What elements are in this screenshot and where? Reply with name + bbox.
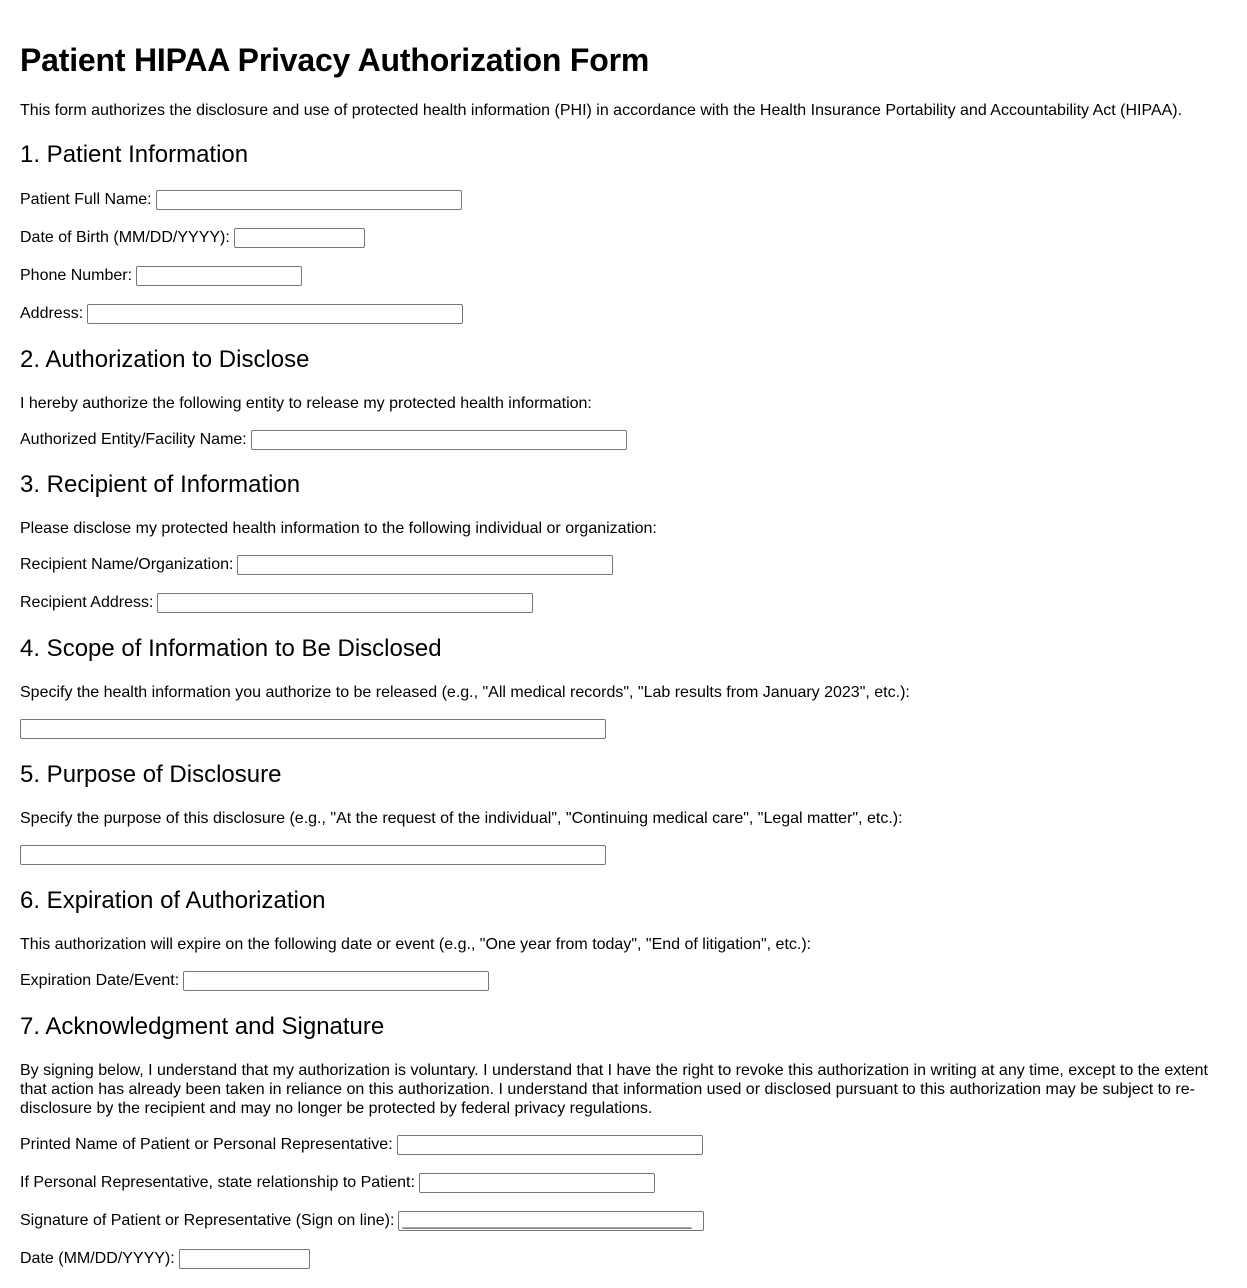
printed-name-row [20, 1133, 703, 1157]
section-heading-patient-info: 1. Patient Information [20, 141, 249, 168]
patient-name-input[interactable] [156, 190, 462, 210]
signature-label: Signature of Patient or Representative (Sign on line): [20, 1212, 395, 1229]
purpose-input[interactable] [20, 845, 606, 865]
recipient-address-label: Recipient Address: [20, 594, 154, 611]
expiration-text: This authorization will expire on the following date or event (e.g., "One year from today", "End of litigation", etc.): [20, 936, 812, 953]
entity-input[interactable] [251, 430, 627, 450]
signature-input[interactable] [398, 1211, 704, 1231]
expiration-input[interactable] [183, 971, 489, 991]
signature-row [20, 1209, 704, 1233]
intro-text: This form authorizes the disclosure and use of protected health information (PHI) in accordance with the Health Insurance Portability and Accountability Act (HIPAA). [20, 102, 1183, 119]
dob-input[interactable] [234, 228, 365, 248]
entity-row [20, 428, 627, 452]
authorization-text: I hereby authorize the following entity to release my protected health information: [20, 395, 592, 412]
phone-label: Phone Number: [20, 267, 133, 284]
printed-name-label: Printed Name of Patient or Personal Representative: [20, 1136, 393, 1153]
scope-input[interactable] [20, 719, 606, 739]
date-row [20, 1247, 310, 1271]
expiration-label: Expiration Date/Event: [20, 972, 180, 989]
dob-row [20, 226, 365, 250]
section-heading-expiration: 6. Expiration of Authorization [20, 887, 326, 914]
patient-name-row [20, 188, 462, 212]
scope-text: Specify the health information you authorize to be released (e.g., "All medical records", "Lab results from January 2023", etc.): [20, 684, 910, 701]
phone-input[interactable] [136, 266, 302, 286]
recipient-name-label: Recipient Name/Organization: [20, 556, 234, 573]
purpose-text: Specify the purpose of this disclosure (e.g., "At the request of the individual", "Continuing medical care", "Legal matter", etc.): [20, 810, 903, 827]
recipient-address-row [20, 591, 533, 615]
recipient-name-input[interactable] [237, 555, 613, 575]
phone-row [20, 264, 302, 288]
relationship-row [20, 1171, 655, 1195]
dob-label: Date of Birth (MM/DD/YYYY): [20, 229, 230, 246]
section-heading-acknowledgment: 7. Acknowledgment and Signature [20, 1013, 385, 1040]
expiration-row [20, 969, 489, 993]
address-row [20, 302, 463, 326]
patient-name-label: Patient Full Name: [20, 191, 152, 208]
section-heading-authorization: 2. Authorization to Disclose [20, 346, 310, 373]
section-heading-recipient: 3. Recipient of Information [20, 471, 301, 498]
date-label: Date (MM/DD/YYYY): [20, 1250, 175, 1267]
recipient-address-input[interactable] [157, 593, 533, 613]
date-input[interactable] [179, 1249, 310, 1269]
relationship-label: If Personal Representative, state relationship to Patient: [20, 1174, 415, 1191]
acknowledgment-text: By signing below, I understand that my authorization is voluntary. I understand that I have the right to revoke this authorization in writing at any time, except to the extent that action has already been taken in reliance on this authorization. I understand that information used or disclosed pursuant to this authorization may be subject to re-disclosure by the recipient and may no longer be protected by federal privacy regulations. [20, 1062, 1208, 1117]
section-heading-purpose: 5. Purpose of Disclosure [20, 761, 282, 788]
relationship-input[interactable] [419, 1173, 655, 1193]
recipient-name-row [20, 553, 613, 577]
entity-label: Authorized Entity/Facility Name: [20, 431, 247, 448]
section-heading-scope: 4. Scope of Information to Be Disclosed [20, 635, 442, 662]
printed-name-input[interactable] [397, 1135, 703, 1155]
page-title: Patient HIPAA Privacy Authorization Form [20, 42, 650, 78]
address-input[interactable] [87, 304, 463, 324]
address-label: Address: [20, 305, 84, 322]
recipient-text: Please disclose my protected health information to the following individual or organization: [20, 520, 657, 537]
